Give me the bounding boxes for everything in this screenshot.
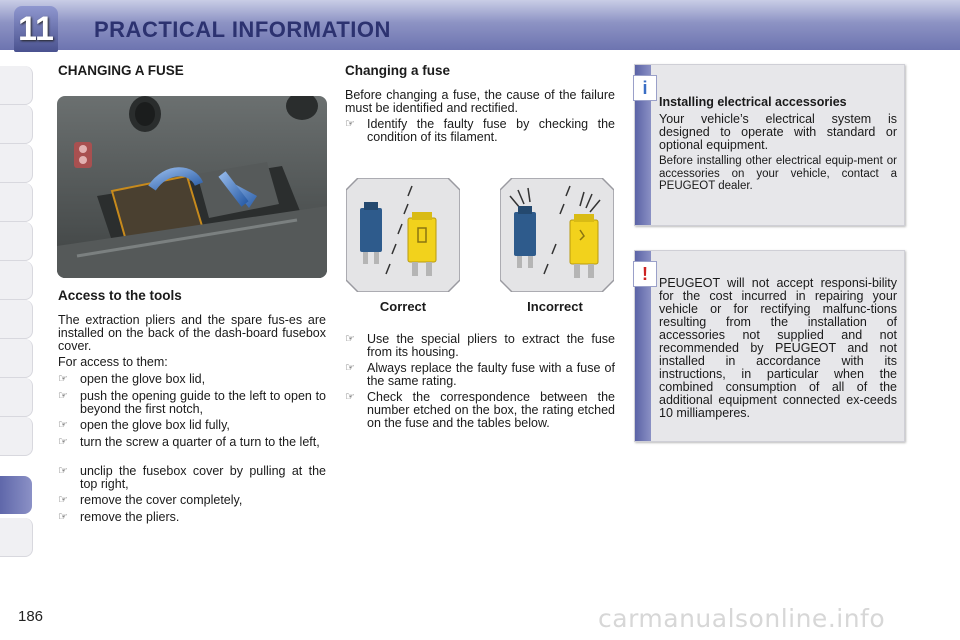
hand-pointer-icon: ☞ xyxy=(58,390,68,402)
hand-pointer-icon: ☞ xyxy=(345,118,355,130)
changing-step: ☞ Use the special pliers to extract the fuse from its housing. xyxy=(345,332,615,359)
access-intro: The extraction pliers and the spare fus-es are installed on the back of the dash-board fusebox cover. xyxy=(58,313,326,353)
incorrect-label: Incorrect xyxy=(527,299,583,314)
hand-pointer-icon: ☞ xyxy=(58,494,68,506)
access-step: ☞ unclip the fusebox cover by pulling at the top right, xyxy=(58,464,326,491)
chapter-tab[interactable] xyxy=(0,105,33,144)
changing-step: ☞ Always replace the faulty fuse with a fuse of the same rating. xyxy=(345,361,615,388)
hand-pointer-icon: ☞ xyxy=(58,373,68,385)
info-panel-title: Installing electrical accessories xyxy=(659,95,847,109)
warning-icon: ! xyxy=(633,261,657,287)
chapter-tab[interactable] xyxy=(0,518,33,557)
chapter-tab[interactable] xyxy=(0,300,33,339)
hand-pointer-icon: ☞ xyxy=(345,362,355,374)
warning-panel-body: PEUGEOT will not accept responsi-bility for the cost incurred in repairing your vehicle or for rectifying malfunc-tions resulting from the installation of accessories not supplied and not recommended by PEUGEOT and not installed in accordance with its instructions, in particular when the combined consumption of all of the additional equipment connected ex-ceeds 10 milliamperes. xyxy=(659,276,897,420)
chapter-tab-active[interactable] xyxy=(0,476,32,514)
chapter-tab[interactable] xyxy=(0,222,33,261)
changing-intro: Before changing a fuse, the cause of the failure must be identified and rectified. xyxy=(345,88,615,115)
changing-step: ☞ Check the correspondence between the number etched on the box, the rating etched on the fuse and the tables below. xyxy=(345,390,615,430)
chapter-tab[interactable] xyxy=(0,339,33,378)
glovebox-photo xyxy=(57,96,327,278)
page-title: PRACTICAL INFORMATION xyxy=(94,17,391,42)
info-icon: i xyxy=(633,75,657,101)
hand-pointer-icon: ☞ xyxy=(345,333,355,345)
watermark: carmanualsonline.info xyxy=(598,604,886,633)
access-step: ☞ remove the cover completely, xyxy=(58,493,243,507)
chapter-tab[interactable] xyxy=(0,378,33,417)
hand-pointer-icon: ☞ xyxy=(345,391,355,403)
hand-pointer-icon: ☞ xyxy=(58,511,68,523)
changing-fuse-title: Changing a fuse xyxy=(345,63,451,78)
warning-panel xyxy=(634,250,905,442)
access-tools-title: Access to the tools xyxy=(58,288,182,303)
chapter-number-badge: 11 xyxy=(14,6,58,52)
correct-label: Correct xyxy=(379,299,427,314)
chapter-tab[interactable] xyxy=(0,144,33,183)
fuse-correct-illustration xyxy=(346,178,460,292)
info-panel xyxy=(634,64,905,226)
info-panel-body: Your vehicle’s electrical system is designed to operate with standard or optional equipment. xyxy=(659,112,897,152)
hand-pointer-icon: ☞ xyxy=(58,465,68,477)
hand-pointer-icon: ☞ xyxy=(58,419,68,431)
hand-pointer-icon: ☞ xyxy=(58,436,68,448)
page-number: 186 xyxy=(18,608,44,625)
access-step: ☞ open the glove box lid fully, xyxy=(58,418,230,432)
chapter-tab[interactable] xyxy=(0,417,33,456)
info-panel-body-2: Before installing other electrical equip-ment or accessories on your vehicle, contact a PEUGEOT dealer. xyxy=(659,155,897,192)
access-step: ☞ remove the pliers. xyxy=(58,510,180,524)
section-title: CHANGING A FUSE xyxy=(58,63,184,78)
access-step: ☞ open the glove box lid, xyxy=(58,372,206,386)
chapter-tab[interactable] xyxy=(0,183,33,222)
access-lead: For access to them: xyxy=(58,355,168,369)
chapter-tabs xyxy=(0,66,32,578)
fuse-incorrect-illustration xyxy=(500,178,614,292)
access-step: ☞ push the opening guide to the left to open to beyond the first notch, xyxy=(58,389,326,416)
chapter-tab[interactable] xyxy=(0,261,33,300)
changing-step: ☞ Identify the faulty fuse by checking the condition of its filament. xyxy=(345,117,615,144)
chapter-tab[interactable] xyxy=(0,66,33,105)
access-step: ☞ turn the screw a quarter of a turn to the left, xyxy=(58,435,320,449)
